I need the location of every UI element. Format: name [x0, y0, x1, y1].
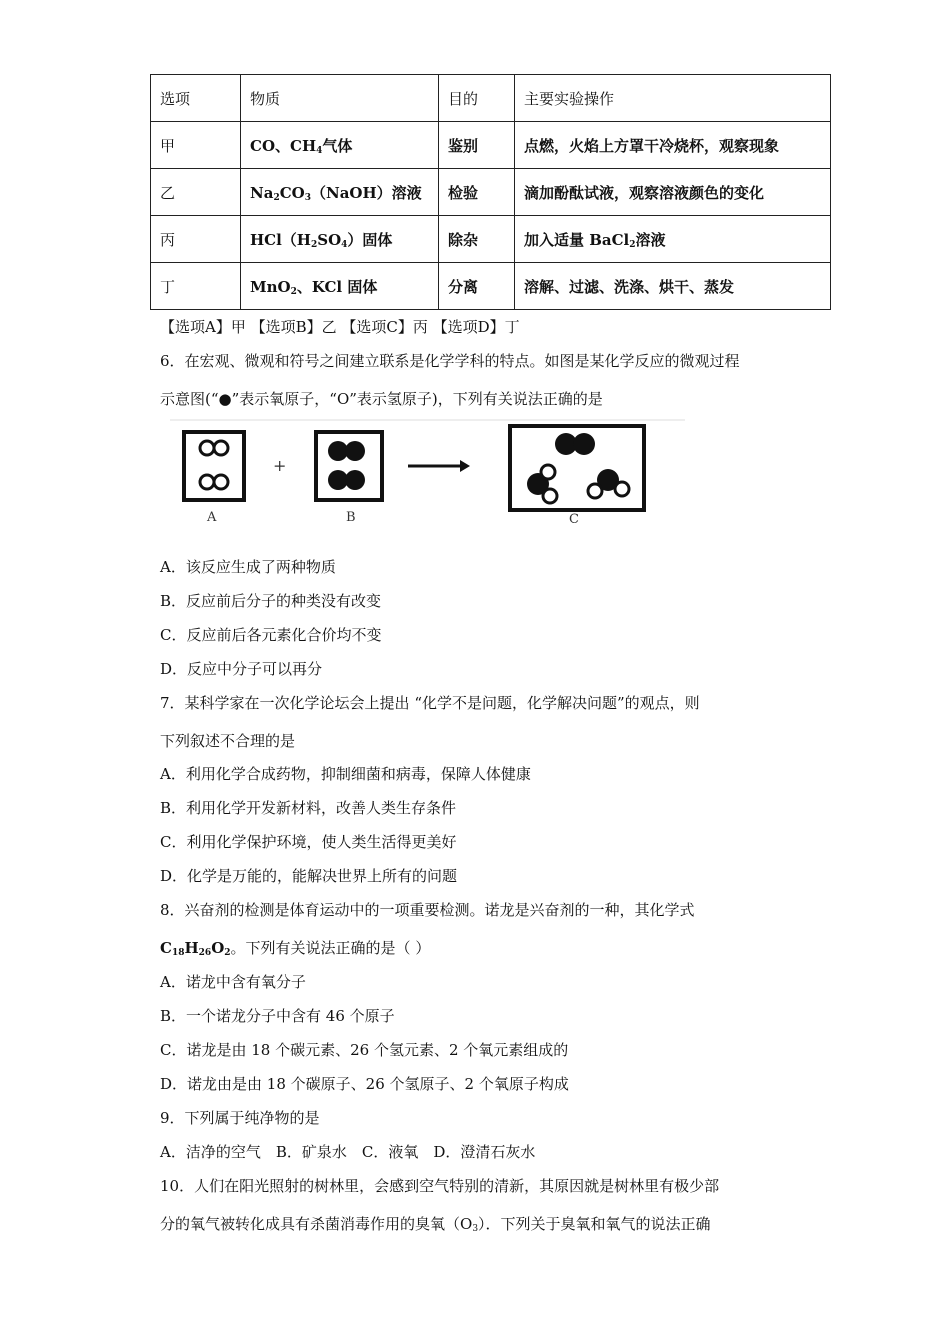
table-header-row — [151, 75, 831, 122]
q7-option-c: C．利用化学保护环境，使人类生活得更美好 — [160, 833, 457, 851]
box-a-hydrogen-molecules — [184, 432, 244, 500]
q7-option-b: B．利用化学开发新材料，改善人类生存条件 — [160, 799, 457, 817]
table-cell-substance: MnO$_2$、KCl 固体 — [241, 263, 439, 310]
table-cell-substance: CO、$CH_4$气体 — [241, 122, 439, 169]
table-cell-option: 丁 — [151, 263, 241, 310]
q6-option-b: B．反应前后分子的种类没有改变 — [160, 592, 382, 610]
q6-option-a: A．该反应生成了两种物质 — [160, 558, 336, 576]
q10-stem-line1: 10．人们在阳光照射的树林里，会感到空气特别的清新，其原因就是树林里有极少部 — [160, 1177, 720, 1195]
label-a: A — [207, 510, 217, 525]
oxygen-atom — [345, 470, 365, 490]
q10-stem-line2: 分的氧气被转化成具有杀菌消毒作用的臭氧$(O_3)$．下列关于臭氧和氧气的说法正确 — [160, 1215, 711, 1234]
table-cell-goal: 除杂 — [439, 216, 515, 263]
table-cell-option: 乙 — [151, 169, 241, 216]
plus-sign: + — [273, 456, 287, 475]
table-cell-option: 丙 — [151, 216, 241, 263]
arrow-icon — [408, 460, 470, 472]
table-cell-goal: 鉴别 — [439, 122, 515, 169]
hydrogen-atom — [543, 489, 557, 503]
table-cell-option: 甲 — [151, 122, 241, 169]
table-header: 主要实验操作 — [515, 75, 831, 122]
q8-stem-line2: $C_{18}H_{26}O_2$。下列有关说法正确的是（ ） — [160, 939, 431, 958]
table-cell-goal: 检验 — [439, 169, 515, 216]
box-b-oxygen-molecules — [316, 432, 382, 500]
q6-option-d: D．反应中分子可以再分 — [160, 660, 323, 678]
label-b: B — [346, 510, 356, 525]
hydrogen-atom — [200, 475, 214, 489]
q8-option-b: B．一个诺龙分子中含有 46 个原子 — [160, 1007, 395, 1025]
label-c: C — [569, 512, 579, 527]
table-cell-substance: $HCl(H_2SO_4)$固体 — [241, 216, 439, 263]
q7-option-a: A．利用化学合成药物，抑制细菌和病毒，保障人体健康 — [160, 765, 531, 783]
table-cell-operation: 点燃，火焰上方罩干冷烧杯，观察现象 — [515, 122, 831, 169]
formula-nandrolone: $C_{18}H_{26}O_2$ — [160, 939, 231, 958]
box-c-products — [510, 426, 644, 510]
table-header: 物质 — [241, 75, 439, 122]
hydrogen-atom — [214, 441, 228, 455]
q8-stem-line1: 8．兴奋剂的检测是体育运动中的一项重要检测。诺龙是兴奋剂的一种，其化学式 — [160, 901, 695, 919]
hydrogen-atom — [541, 465, 555, 479]
table-header: 目的 — [439, 75, 515, 122]
table-header: 选项 — [151, 75, 241, 122]
reaction-diagram-svg — [170, 418, 690, 536]
hydrogen-atom — [214, 475, 228, 489]
table-cell-goal: 分离 — [439, 263, 515, 310]
q7-stem-line2: 下列叙述不合理的是 — [160, 732, 296, 750]
q6-stem-line2: 示意图(“●”表示氧原子，“O”表示氢原子)，下列有关说法正确的是 — [160, 390, 603, 408]
table-cell-operation: 溶解、过滤、洗涤、烘干、蒸发 — [515, 263, 831, 310]
table-cell-substance: $Na_2CO_3(NaOH)$溶液 — [241, 169, 439, 216]
q9-options: A．洁净的空气 B．矿泉水 C．液氧 D．澄清石灰水 — [160, 1143, 536, 1161]
experiment-table — [150, 74, 831, 310]
q5-options: 【选项A】甲 【选项B】乙 【选项C】丙 【选项D】丁 — [160, 318, 520, 336]
hydrogen-atom — [615, 482, 629, 496]
q8-option-a: A．诺龙中含有氧分子 — [160, 973, 306, 991]
table-row — [151, 216, 831, 263]
table-cell-operation: 加入适量 BaCl$_2$溶液 — [515, 216, 831, 263]
hydrogen-atom — [200, 441, 214, 455]
q7-option-d: D．化学是万能的，能解决世界上所有的问题 — [160, 867, 458, 885]
oxygen-atom — [345, 441, 365, 461]
q7-stem-line1: 7．某科学家在一次化学论坛会上提出 “化学不是问题，化学解决问题”的观点，则 — [160, 694, 700, 712]
table-row — [151, 169, 831, 216]
q6-option-c: C．反应前后各元素化合价均不变 — [160, 626, 382, 644]
reaction-diagram — [170, 418, 690, 536]
oxygen-atom — [573, 433, 595, 455]
table-cell-operation: 滴加酚酞试液，观察溶液颜色的变化 — [515, 169, 831, 216]
q6-stem-line1: 6．在宏观、微观和符号之间建立联系是化学学科的特点。如图是某化学反应的微观过程 — [160, 352, 740, 370]
q8-option-c: C．诺龙是由 18 个碳元素、26 个氢元素、2 个氧元素组成的 — [160, 1041, 569, 1059]
table-row — [151, 263, 831, 310]
hydrogen-atom — [588, 484, 602, 498]
table-row — [151, 122, 831, 169]
q9-stem: 9．下列属于纯净物的是 — [160, 1109, 320, 1127]
q8-option-d: D．诺龙由是由 18 个碳原子、26 个氢原子、2 个氧原子构成 — [160, 1075, 569, 1093]
